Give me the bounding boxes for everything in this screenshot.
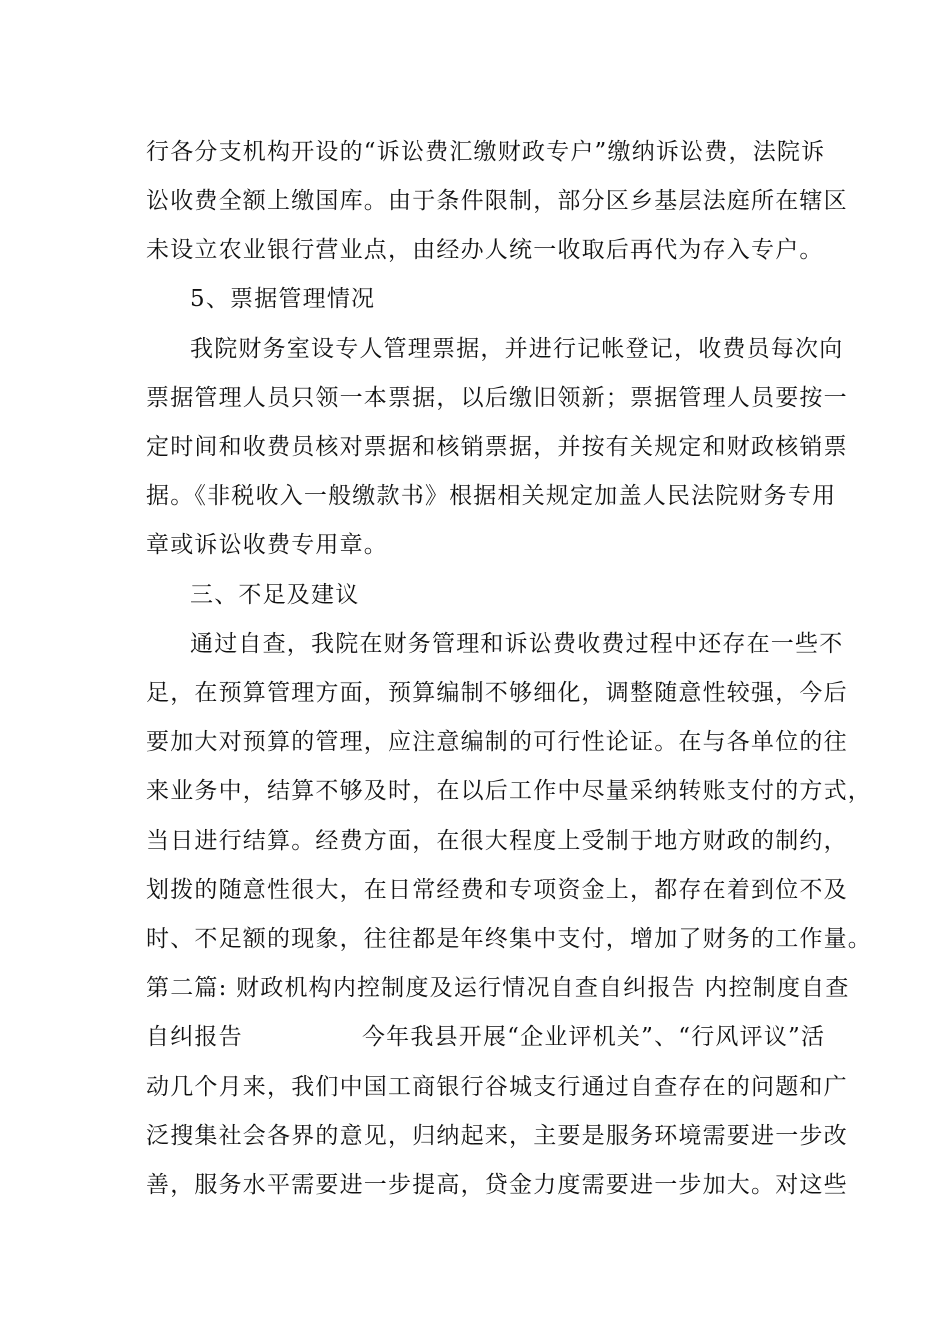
text-line: 要加大对预算的管理，应注意编制的可行性论证。在与各单位的往 xyxy=(146,729,848,755)
text-line: 动几个月来，我们中国工商银行谷城支行通过自查存在的问题和广 xyxy=(146,1074,848,1100)
section-heading: 5、票据管理情况 xyxy=(190,286,376,312)
text-line: 善，服务水平需要进一步提高，贷金力度需要进一步加大。对这些 xyxy=(146,1172,848,1198)
text-line: 定时间和收费员核对票据和核销票据，并按有关规定和财政核销票 xyxy=(146,434,848,460)
text-line: 讼收费全额上缴国库。由于条件限制，部分区乡基层法庭所在辖区 xyxy=(146,188,848,214)
chapter-title-line: 第二篇: 财政机构内控制度及运行情况自查自纠报告 内控制度自查 xyxy=(146,975,850,1001)
text-line: 足，在预算管理方面，预算编制不够细化，调整随意性较强，今后 xyxy=(146,680,848,706)
text-line: 自纠报告 今年我县开展“企业评机关”、“行风评议”活 xyxy=(146,1024,826,1050)
text-line: 票据管理人员只领一本票据，以后缴旧领新；票据管理人员要按一 xyxy=(146,385,848,411)
text-line: 行各分支机构开设的“诉讼费汇缴财政专户”缴纳诉讼费，法院诉 xyxy=(146,139,826,165)
text-line: 未设立农业银行营业点，由经办人统一收取后再代为存入专户。 xyxy=(146,237,824,263)
section-heading: 三、不足及建议 xyxy=(190,582,360,608)
text-line: 通过自查，我院在财务管理和诉讼费收费过程中还存在一些不 xyxy=(190,631,844,657)
text-line: 时、不足额的现象，往往都是年终集中支付，增加了财务的工作量。 xyxy=(146,926,872,952)
text-line: 我院财务室设专人管理票据，并进行记帐登记，收费员每次向 xyxy=(190,336,844,362)
text-line: 划拨的随意性很大，在日常经费和专项资金上，都存在着到位不及 xyxy=(146,877,848,903)
text-line: 泛搜集社会各界的意见，归纳起来，主要是服务环境需要进一步改 xyxy=(146,1123,848,1149)
text-line: 章或诉讼收费专用章。 xyxy=(146,532,388,558)
text-line: 据。《非税收入一般缴款书》根据相关规定加盖人民法院财务专用 xyxy=(146,483,837,509)
text-line: 来业务中，结算不够及时，在以后工作中尽量采纳转账支付的方式， xyxy=(146,778,872,804)
text-line: 当日进行结算。经费方面，在很大程度上受制于地方财政的制约， xyxy=(146,828,848,854)
